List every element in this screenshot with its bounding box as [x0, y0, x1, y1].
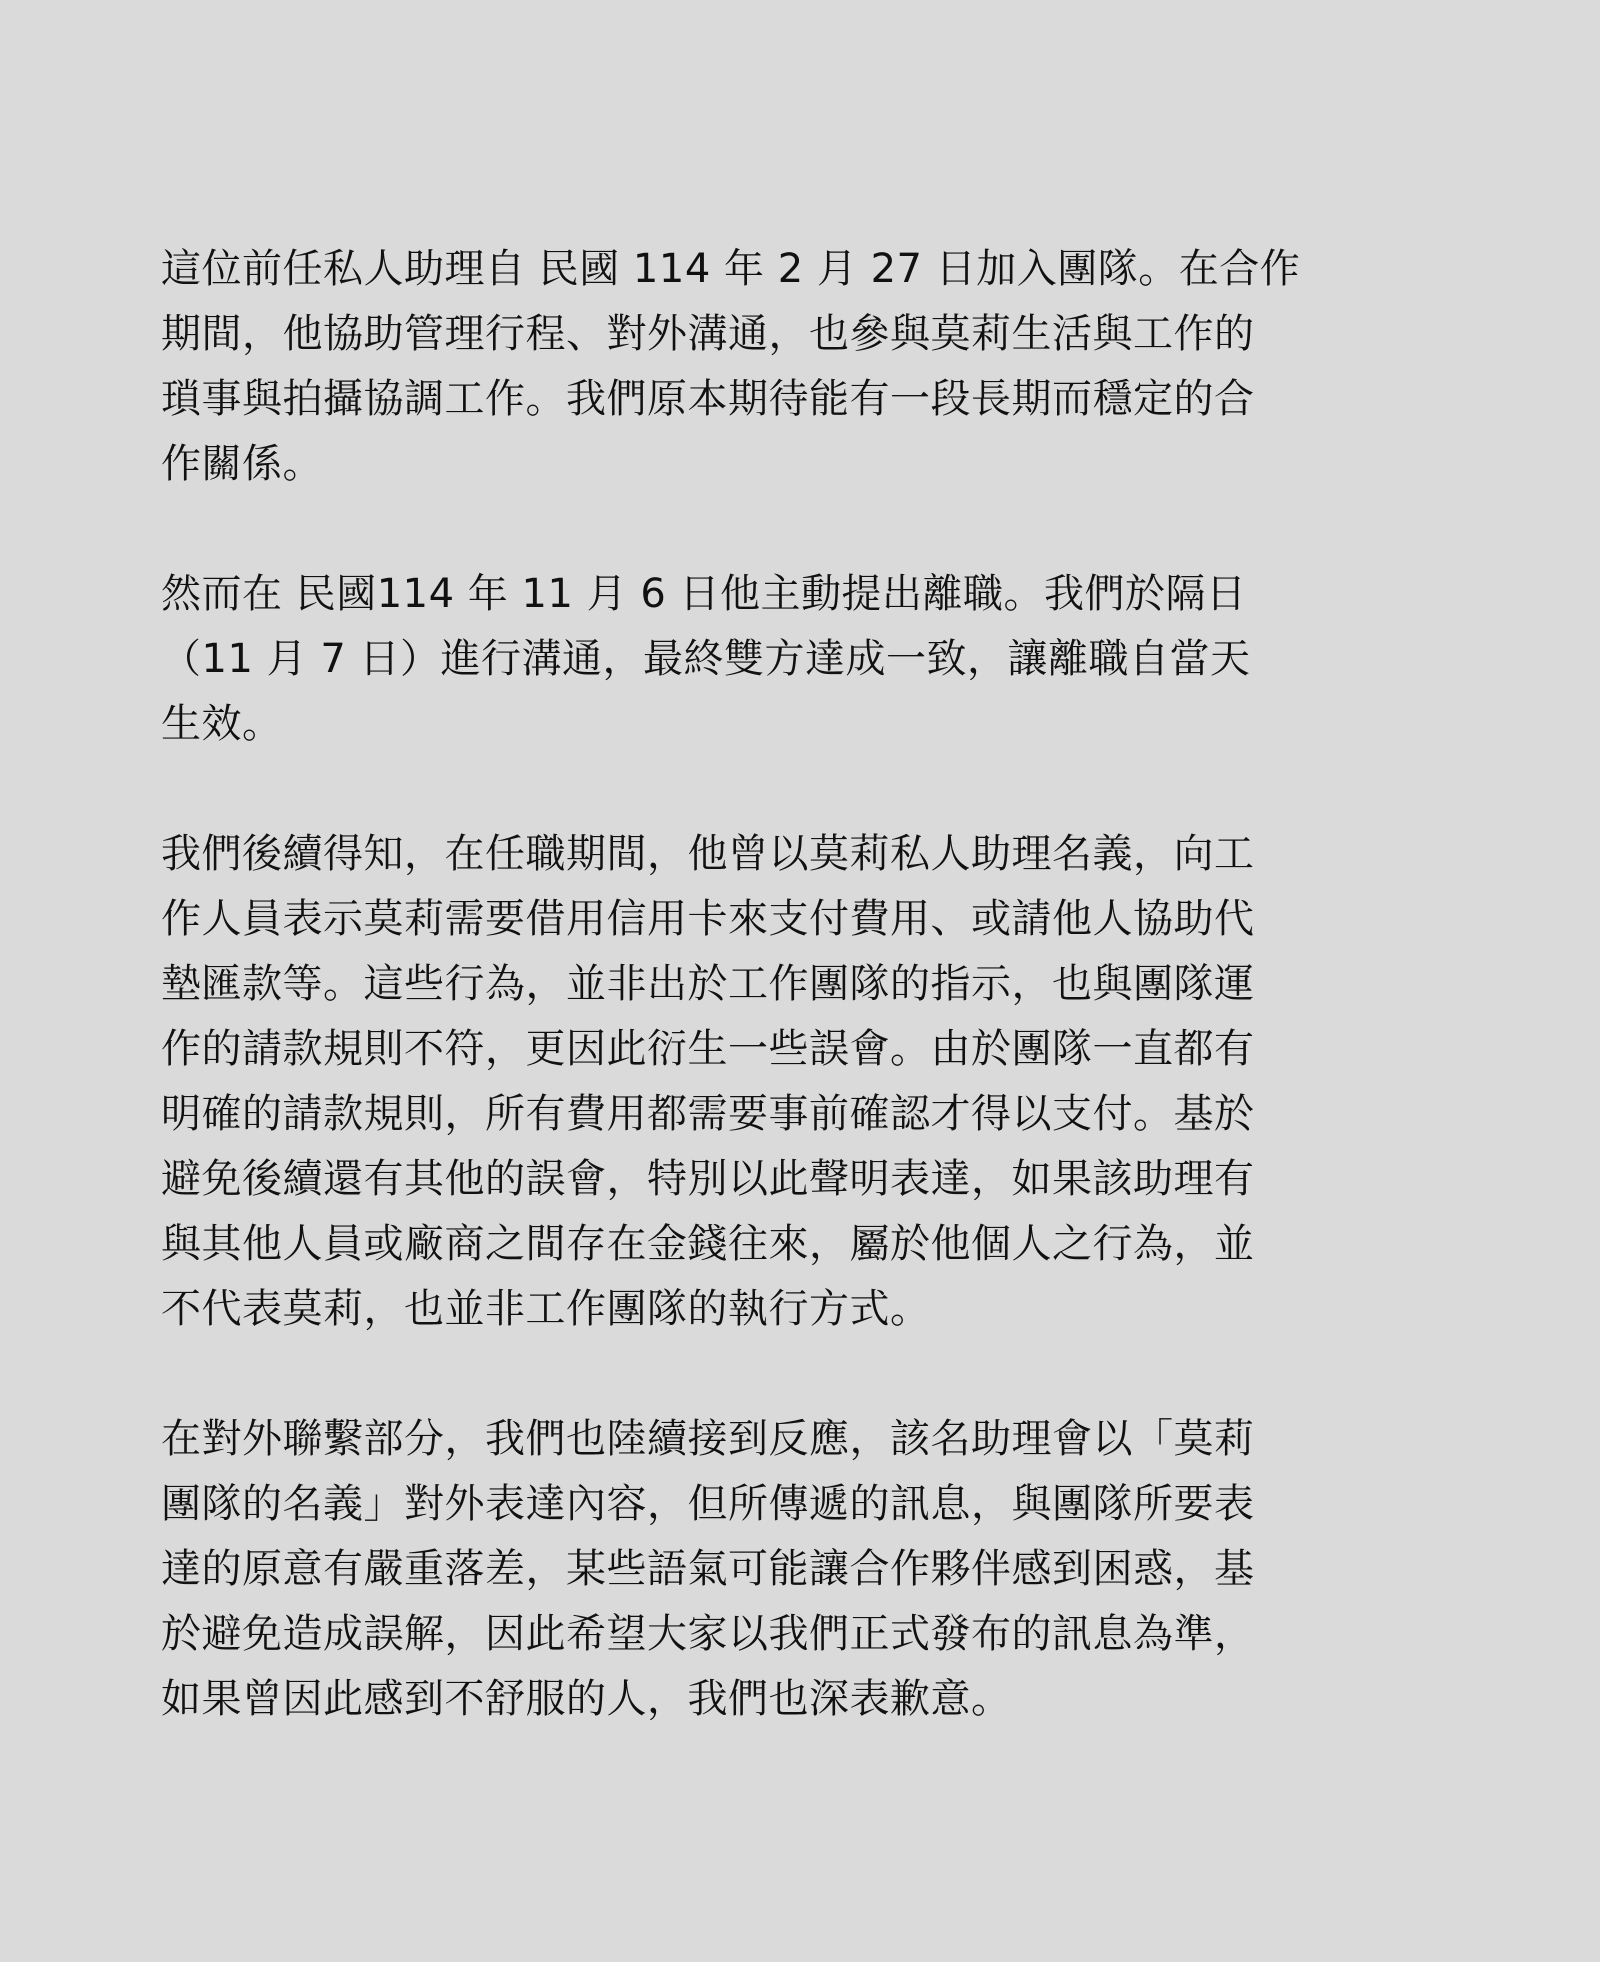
text-line: 生效。: [161, 701, 283, 747]
text-line: 作的請款規則不符，更因此衍生一些誤會。由於團隊一直都有: [161, 1026, 1255, 1072]
text-line: 避免後續還有其他的誤會，特別以此聲明表達，如果該助理有: [161, 1156, 1255, 1202]
paragraph-external-communication: [161, 1407, 1451, 1732]
text-line: 作關係。: [161, 441, 323, 487]
text-line: 然而在 民國114 年 11 月 6 日他主動提出離職。我們於隔日: [161, 571, 1247, 617]
statement-document: [161, 237, 1451, 1797]
text-line: 在對外聯繫部分，我們也陸續接到反應，該名助理會以「莫莉: [161, 1416, 1255, 1462]
text-line: 作人員表示莫莉需要借用信用卡來支付費用、或請他人協助代: [161, 896, 1255, 942]
text-line: 不代表莫莉，也並非工作團隊的執行方式。: [161, 1286, 931, 1332]
text-line: （11 月 7 日）進行溝通，最終雙方達成一致，讓離職自當天: [161, 636, 1251, 682]
text-line: 墊匯款等。這些行為，並非出於工作團隊的指示，也與團隊運: [161, 961, 1255, 1007]
text-line: 與其他人員或廠商之間存在金錢往來，屬於他個人之行為，並: [161, 1221, 1255, 1267]
text-line: 達的原意有嚴重落差，某些語氣可能讓合作夥伴感到困惑，基: [161, 1546, 1255, 1592]
text-line: 如果曾因此感到不舒服的人，我們也深表歉意。: [161, 1676, 1012, 1722]
text-line: 團隊的名義」對外表達內容，但所傳遞的訊息，與團隊所要表: [161, 1481, 1255, 1527]
text-line: 這位前任私人助理自 民國 114 年 2 月 27 日加入團隊。在合作: [161, 246, 1301, 292]
text-line: 期間，他協助管理行程、對外溝通，也參與莫莉生活與工作的: [161, 311, 1255, 357]
text-line: 瑣事與拍攝協調工作。我們原本期待能有一段長期而穩定的合: [161, 376, 1255, 422]
text-line: 我們後續得知，在任職期間，他曾以莫莉私人助理名義，向工: [161, 831, 1255, 877]
text-line: 於避免造成誤解，因此希望大家以我們正式發布的訊息為準，: [161, 1611, 1255, 1657]
paragraph-joining: [161, 237, 1451, 497]
paragraph-payment-rules: [161, 822, 1451, 1342]
text-line: 明確的請款規則，所有費用都需要事前確認才得以支付。基於: [161, 1091, 1255, 1137]
paragraph-resignation: [161, 562, 1451, 757]
